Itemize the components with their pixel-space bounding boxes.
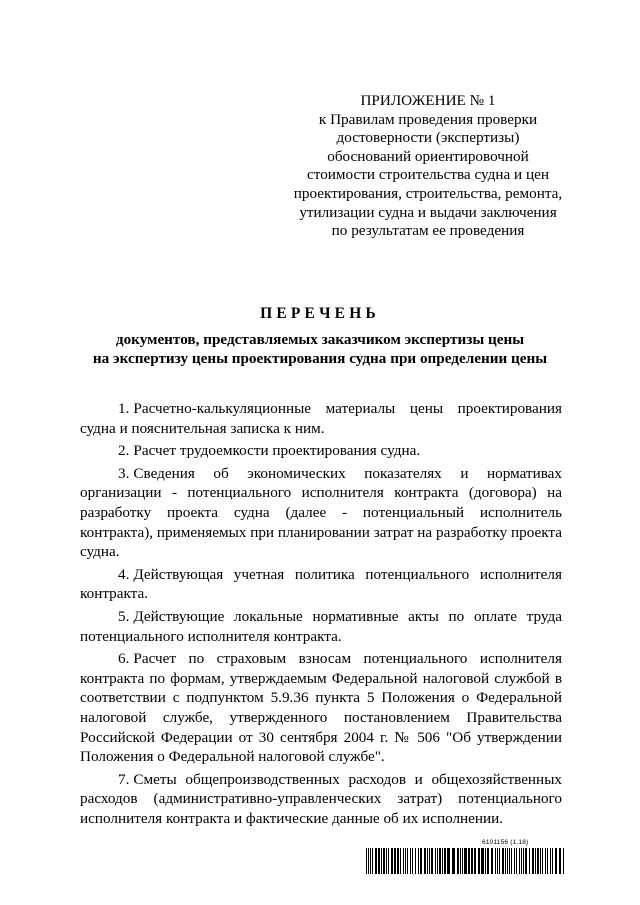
document-subtitle <box>0 331 640 368</box>
item-number: 1. <box>118 400 130 417</box>
appendix-line: к Правилам проведения проверки <box>318 110 538 128</box>
list-item <box>80 649 562 767</box>
item-text: Действующая учетная политика потенциального исполнителя контракта. <box>80 565 562 603</box>
item-number: 3. <box>118 464 130 482</box>
item-text: Действующие локальные нормативные акты по оплате труда потенциального исполнителя контракта. <box>80 607 562 645</box>
item-number: 7. <box>118 770 130 788</box>
appendix-line: утилизации судна и выдачи заключения <box>299 203 557 221</box>
appendix-line: достоверности (экспертизы) <box>336 129 520 147</box>
item-text: Расчет по страховым взносам потенциального исполнителя контракта по формам, утверждаемым Федеральной налоговой службой в соответствии с подпунктом 5.9.36 пункта 5 Положения о Федеральной налоговой службе, утвержденного постановлением Правительства Российской Федерации от 30 сентября 2004 г. № 506 "Об утверждении Положения о Федеральной налоговой службе". <box>80 650 562 766</box>
barcode-icon <box>366 848 564 874</box>
appendix-line: стоимости строительства судна и цен <box>307 166 549 184</box>
item-text: Расчет трудоемкости проектирования судна. <box>133 442 421 460</box>
appendix-line: ПРИЛОЖЕНИЕ № 1 <box>360 92 496 109</box>
list-item <box>80 464 562 562</box>
list-item <box>80 770 562 829</box>
list-item <box>80 399 562 438</box>
item-text: Сведения об экономических показателях и нормативах организации - потенциального исполнителя контракта (договора) на разработку проекта судна (далее - потенциальный исполнитель контракта), применяемых при планировании затрат на разработку проекта судна. <box>80 464 562 561</box>
item-number: 6. <box>118 650 130 668</box>
item-number: 2. <box>118 442 130 460</box>
document-list <box>80 399 562 831</box>
appendix-line: обоснований ориентировочной <box>327 147 529 165</box>
item-number: 4. <box>118 565 130 583</box>
list-item <box>80 441 562 461</box>
subtitle-line: на экспертизу цены проектирования судна при определении цены <box>92 349 548 367</box>
appendix-header <box>288 92 568 241</box>
list-item <box>80 607 562 646</box>
subtitle-line: документов, представляемых заказчиком экспертизы цены <box>115 331 525 348</box>
item-text: Расчетно-калькуляционные материалы цены проектирования судна и пояснительная записка к ним. <box>80 400 562 437</box>
list-item <box>80 565 562 604</box>
document-title: ПЕРЕЧЕНЬ <box>260 305 380 322</box>
document-code: 6101156 (1.18) <box>482 839 529 846</box>
item-number: 5. <box>118 607 130 625</box>
appendix-line: по результатам ее проведения <box>331 222 525 240</box>
item-text: Сметы общепроизводственных расходов и общехозяйственных расходов (административно-управленческих затрат) потенциального исполнителя контракта и фактические данные об их исполнении. <box>80 770 562 827</box>
appendix-line: проектирования, строительства, ремонта, <box>293 184 563 202</box>
